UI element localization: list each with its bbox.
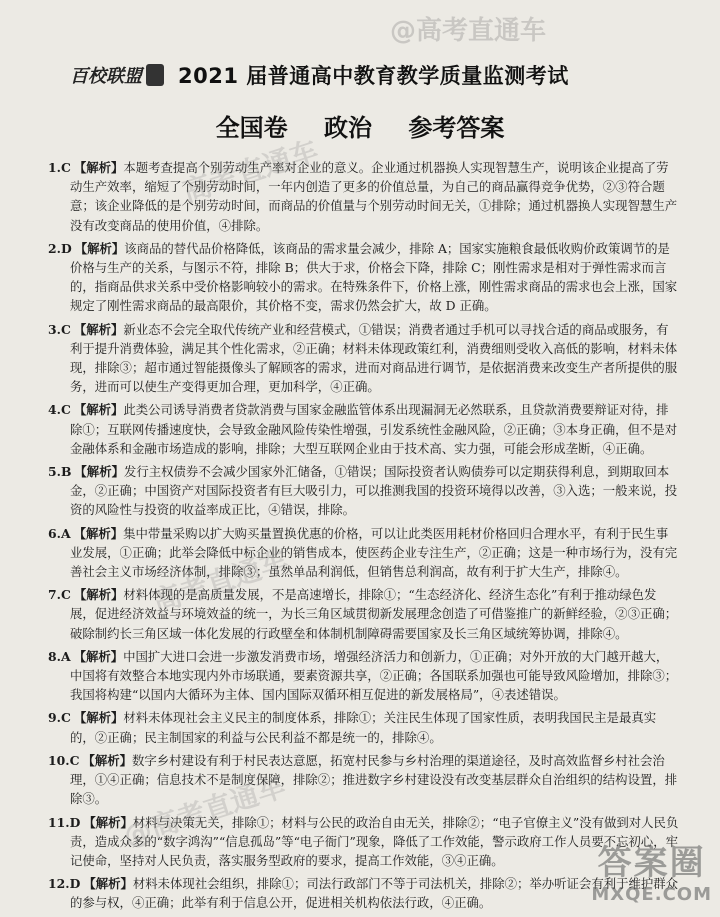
logo (70, 62, 164, 88)
answer-item: 2.D 【解析】该商品的替代品价格降低，该商品的需求量会减少，排除 A；国家实施粮食最低收购价政策调节的是价格与生产的关系，与图示不符，排除 B；供大于求，价格会下降，排除 C；刚性需求是相对于弹性需求而言的，指商品供求关系中受价格影响较小的需求。在特殊条件下，价格上涨，刚性需求商品的需求也会上涨，国家规定了刚性需求商品的最高限价，其价格不变，需求仍然会扩大，故 D 正确。 (48, 240, 678, 314)
logo-mark-icon (146, 64, 164, 86)
subtitle-answer-key: 参考答案 (408, 114, 505, 142)
answer-item: 12.D 【解析】材料未体现社会组织，排除①；司法行政部门不等于司法机关，排除②；举办听证会有利于维护群众的参与权，④正确；此举有利于信息公开，促进相关机构依法行政，④正确。 (48, 876, 679, 911)
subtitle-subject: 政治 (324, 114, 372, 142)
watermark: @高考直通车 (119, 769, 290, 854)
answer-item: 5.B 【解析】发行主权债券不会减少国家外汇储备，①错误；国际投资者认购债券可以定期获得利息，到期取回本金，②正确；中国资产对国际投资者有巨大吸引力，可以推测我国的投资环境得以改善，③入选；一般来说，投资的风险性与投资的收益率成正比，④错误，排除。 (48, 464, 678, 518)
page-subtitle (0, 108, 720, 143)
answer-item: 10.C 【解析】数字乡村建设有利于村民表达意愿，拓宽村民参与乡村治理的渠道途径，及时高效监督乡村社会治理，①④正确；信息技术不是制度保障，排除②；推进数字乡村建设没有改变基层群众自治组织的结构设置，排除③。 (48, 752, 678, 807)
watermark: 高考直通车 (178, 134, 323, 209)
answer-item: 8.A 【解析】中国扩大进口会进一步激发消费市场，增强经济活力和创新力，①正确；对外开放的大门越开越大，中国将有效整合本地实现内外市场联通，要素资源共享，②正确；各国联系加强也可能导致风险增加，排除③；我国将构建“以国内大循环为主体、国内国际双循环相互促进的新发展格局”，④表述错误。 (48, 648, 678, 703)
answer-item: 6.A 【解析】集中带量采购以扩大购买量置换优惠的价格，可以让此类医用耗材价格回归合理水平，有利于民生事业发展，①正确；此举会降低中标企业的销售成本，使医药企业专注生产，②正确；这是一种市场行为，没有完善社会主义市场经济体制，排除③；虽然单品利润低，但销售总利润高，故有利于扩大生产，排除④。 (48, 525, 678, 580)
subtitle-exam-scope: 全国卷 (215, 114, 288, 142)
page-title: 2021 届普通高中教育教学质量监测考试 (178, 64, 569, 88)
answer-item: 9.C 【解析】材料未体现社会主义民主的制度体系，排除①；关注民生体现了国家性质，表明我国民主是最真实的，②正确；民主制国家的利益与公民利益不都是统一的，排除④。 (48, 710, 657, 745)
answer-item: 3.C 【解析】新业态不会完全取代传统产业和经营模式，①错误；消费者通过手机可以寻找合适的商品或服务，有利于提升消费体验，满足其个性化需求，②正确；材料未体现政策红利，消费细则受收入高低的影响，材料未体现，排除③；超市通过智能摄像头了解顾客的需求，进而对商品进行调节，是依据消费来改变生产者所提供的服务，进而可以使生产变得更加合理，更加科学，④正确。 (48, 321, 678, 395)
watermark: @高考直通车 (390, 16, 547, 46)
answer-item: 11.D 【解析】材料与决策无关，排除①；材料与公民的政治自由无关，排除②；“电子官僚主义”没有做到对人民负责，造成众多的“数字鸿沟”“信息孤岛”等“电子衙门”现象，降低了工作效能，警示政府工作人员要不忘初心，牢记使命，坚持对人民负责，落实服务型政府的要求，提高工作效能，③④正确。 (48, 814, 679, 868)
answer-item: 1.C 【解析】本题考查提高个别劳动生产率对企业的意义。企业通过机器换人实现智慧生产，说明该企业提高了劳动生产效率，缩短了个别劳动时间，一年内创造了更多的价值总量，为自己的商品赢得竞争优势，②③符合题意；该企业降低的是个别劳动时间，而商品的价值量与个别劳动时间无关，①排除；通过机器换人实现智慧生产没有改变商品的使用价值，④排除。 (48, 160, 678, 233)
page-header (70, 58, 670, 92)
brandmark-name: 答案圈 (597, 843, 706, 883)
watermark: 高考直通车 (148, 544, 293, 619)
answer-item: 7.C 【解析】材料体现的是高质量发展，不是高速增长，排除①；“生态经济化、经济生态化”有利于推动绿色发展，促进经济效益与环境效益的统一，为长三角区域贯彻新发展理念创造了可借鉴推广的新鲜经验，②③正确；破除制约长三角区域一体化发展的行政壁垒和体制机制障碍需要国家及长三角区域统筹协调，排除④。 (48, 587, 678, 641)
answer-item: 4.C 【解析】此类公司诱导消费者贷款消费与国家金融监管体系出现漏洞无必然联系，且贷款消费要辩证对待，排除①；互联网传播速度快，会导致金融风险传染性增强，引发系统性金融风险，②正确；③本身正确，但不是对金融体系和金融市场造成的影响，排除；大型互联网企业由于技术高、实力强，可能会形成垄断，④正确。 (48, 402, 678, 456)
logo-text: 百校联盟 (70, 66, 142, 87)
answer-list (48, 158, 680, 917)
brandmark-url: MXQE.COM (591, 884, 712, 905)
